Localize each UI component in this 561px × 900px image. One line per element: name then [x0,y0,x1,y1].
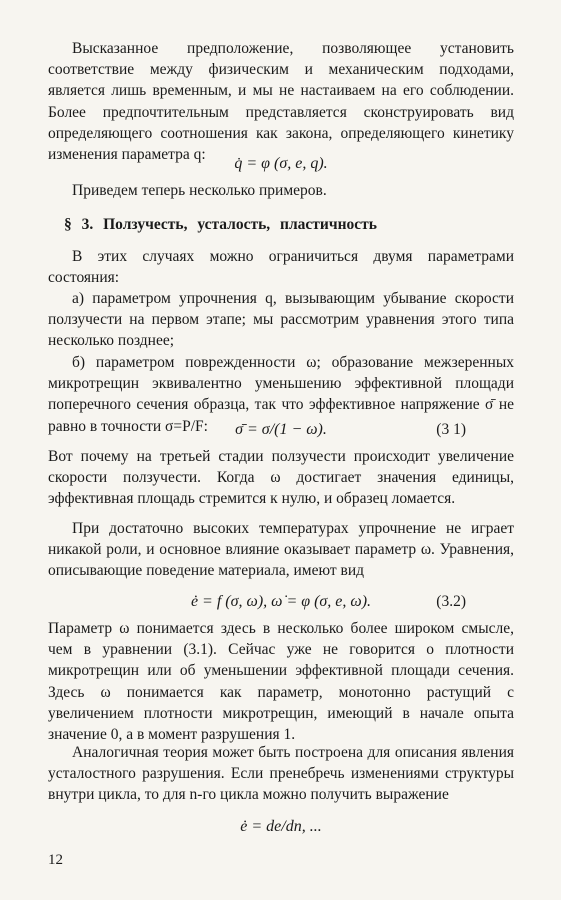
paragraph-fatigue: Аналогичная теория может быть построена для описания явления усталостного разрушения. Если пренебречь изменениями структуры внутри цикла, то для n-го цикла можно получить выражение [48,744,514,804]
paragraph-third-stage: Вот почему на третьей стадии ползучести происходит увеличение скорости ползучести. Когда ω достигает значения единицы, эффективная площадь стремится к нулю, и образец ломается. [48,448,514,508]
formula-3-2: ė = f (σ, ω), ω̇ = φ (σ, e, ω). [190,593,372,610]
paragraph-state-params: В этих случаях можно ограничиться двумя параметрами состояния: [48,248,514,287]
page-number: 12 [48,852,63,868]
formula-3-2-row [48,591,514,613]
formula-3-1: σ̄ = σ/(1 − ω). [235,421,327,438]
formula-e-dot-dn: ė = de/dn, ... [240,818,322,835]
paragraph-item-a: а) параметром упрочнения q, вызывающим убывание скорости ползучести на первом этапе; мы рассмотрим уравнения этого типа несколько позднее; [48,290,514,350]
paragraph-examples: Приведем теперь несколько примеров. [72,182,327,199]
paragraph-high-temperature: При достаточно высоких температурах упрочнение не играет никакой роли, и основное влияние оказывает параметр ω. Уравнения, описывающие поведение материала, имеют вид [48,520,514,580]
paragraph-item-b: б) параметром поврежденности ω; образование межзеренных микротрещин эквивалентно уменьшению эффективной площади поперечного сечения образца, так что эффективное напряжение σ̄ не равно в точности σ=P/F: [48,354,514,435]
formula-q-dot: q̇ = φ (σ, e, q). [234,155,328,172]
equation-number-3-2: (3.2) [436,593,466,610]
section-heading: § 3. Ползучесть, усталость, пластичность [64,216,377,233]
equation-number-3-1: (3 1) [436,421,466,438]
paragraph-intro: Высказанное предположение, позволяющее установить соответствие между физическим и механическим подходами, является лишь временным, и мы не настаиваем на его соблюдении. Более предпочтительным представляется сконструировать вид определяющего соотношения как закона, определяющего кинетику изменения параметра q: [48,40,514,164]
formula-effective-stress [48,419,514,441]
paragraph-omega-meaning: Параметр ω понимается здесь в несколько более широком смысле, чем в уравнении (3.1). Сейчас уже не говорится о плотности микротрещин или об уменьшении эффективной площади сечения. Здесь ω понимается как параметр, монотонно растущий с увеличением плотности микротрещин, имеющий в начале опыта значение 0, а в момент разрушения 1. [48,620,514,744]
